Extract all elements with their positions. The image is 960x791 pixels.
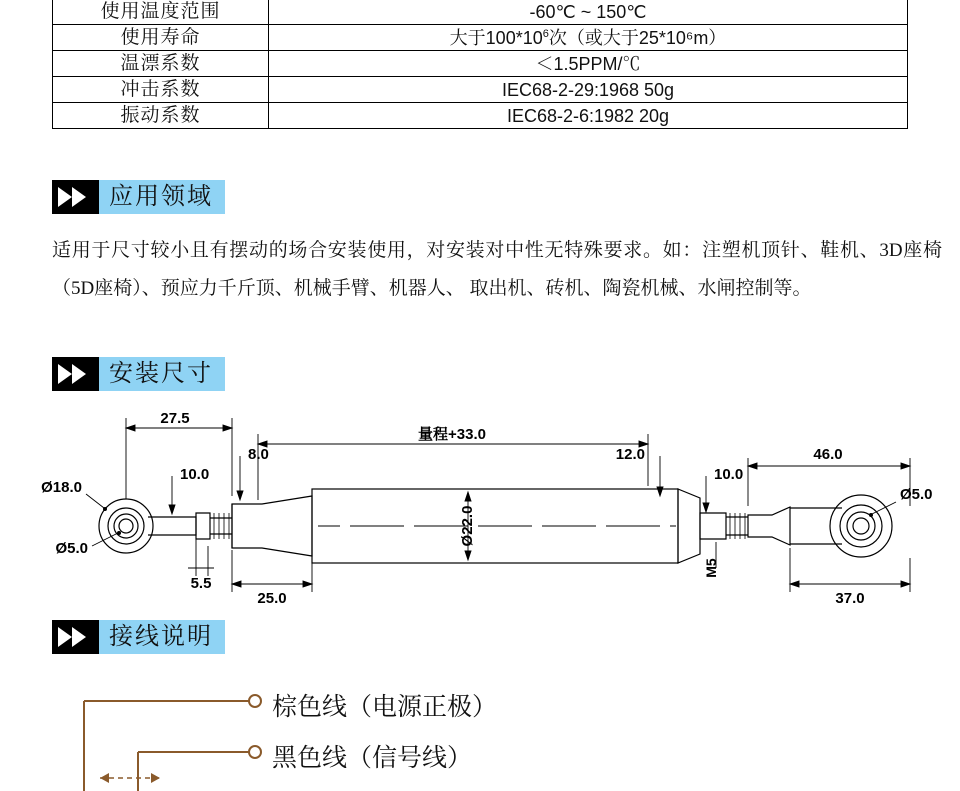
thread-m5: M5 [703, 558, 719, 578]
dim-25-0: 25.0 [257, 590, 287, 607]
spec-label: 振动系数 [53, 103, 269, 129]
table-row [53, 77, 908, 103]
double-chevron-icon [52, 620, 99, 654]
dia-22-0: Ø22.0 [459, 505, 476, 547]
wire-brown: 棕色线（电源正极） [272, 694, 498, 721]
arrow-right-icon [151, 773, 160, 783]
dia-18-0: Ø18.0 [41, 479, 82, 496]
dim-10-0-right: 10.0 [714, 466, 744, 483]
section-title: 接线说明 [99, 620, 225, 654]
section-header-application [52, 180, 225, 214]
spec-label: 温漂系数 [53, 51, 269, 77]
dim-46-0: 46.0 [813, 446, 843, 463]
table-row [53, 103, 908, 129]
spec-value-prefix: 大于100*10 [449, 27, 543, 48]
dim-12-0: 12.0 [615, 446, 645, 463]
arrow-left-icon [100, 773, 109, 783]
double-chevron-icon [52, 357, 99, 391]
terminal-dot-black [249, 746, 261, 758]
spec-label: 使用寿命 [53, 25, 269, 51]
section-title: 安装尺寸 [99, 357, 225, 391]
dim-stroke: 量程+33.0 [418, 426, 486, 443]
dia-5-0-left: Ø5.0 [55, 540, 88, 557]
application-paragraph: 适用于尺寸较小且有摆动的场合安装使用，对安装对中性无特殊要求。如：注塑机顶针、鞋机、3D座椅（5D座椅）、预应力千斤顶、机械手臂、机器人、 取出机、砖机、陶瓷机械、水闸控制等。 [52, 240, 942, 299]
terminal-dot-brown [249, 695, 261, 707]
spec-value: ＜1.5PPM/℃ [269, 51, 908, 77]
spec-label: 使用温度范围 [53, 0, 269, 25]
table-row [53, 51, 908, 77]
double-chevron-icon [52, 180, 99, 214]
section-title: 应用领域 [99, 180, 225, 214]
wire-black: 黑色线（信号线） [272, 745, 473, 772]
table-row [53, 0, 908, 25]
dim-37-0: 37.0 [835, 590, 865, 607]
specification-table [52, 0, 908, 129]
table-row [53, 25, 908, 51]
spec-value-sup: 6 [542, 27, 549, 40]
dia-5-0-right: Ø5.0 [900, 486, 933, 503]
spec-value: -60℃ ~ 150℃ [269, 0, 908, 25]
section-header-dimensions [52, 357, 225, 391]
dim-5-5: 5.5 [190, 575, 212, 592]
dim-10-0-left: 10.0 [180, 466, 210, 483]
wiring-diagram [0, 660, 960, 791]
spec-value [269, 25, 908, 51]
spec-value: IEC68-2-29:1968 50g [269, 77, 908, 103]
dim-8-0: 8.0 [248, 446, 269, 463]
section-header-wiring [52, 620, 225, 654]
spec-value: IEC68-2-6:1982 20g [269, 103, 908, 129]
spec-value-suffix: 次（或大于25*10⁶m） [548, 27, 727, 48]
dim-27-5: 27.5 [160, 410, 190, 427]
spec-label: 冲击系数 [53, 77, 269, 103]
installation-dimension-drawing [0, 396, 960, 621]
